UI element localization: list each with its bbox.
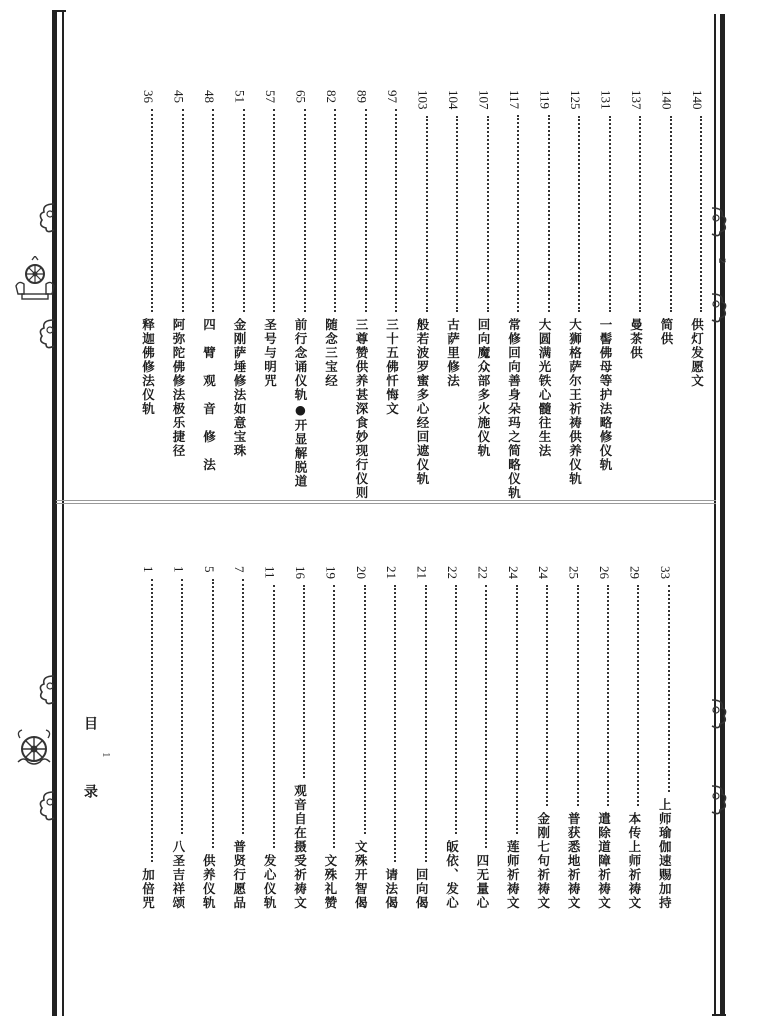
toc-entry-title[interactable]: 本传上师祈祷文	[626, 812, 642, 910]
toc-entry-title[interactable]: 释迦佛修法仪轨	[140, 318, 156, 416]
footer-page-number-right: 2	[716, 258, 728, 264]
toc-entry-page-number: 24	[505, 566, 521, 579]
toc-dot-leader	[333, 585, 335, 848]
toc-entry-page-number: 117	[507, 90, 522, 110]
toc-dot-leader	[243, 109, 245, 312]
toc-entry-page-number: 11	[262, 566, 278, 579]
frame-right-bottom-tick	[712, 1014, 726, 1016]
toc-dot-leader	[670, 116, 672, 313]
dharma-wheel-icon	[14, 728, 54, 770]
toc-dot-leader	[517, 115, 519, 312]
cloud-ornament-left-bottom	[36, 788, 60, 822]
toc-dot-leader	[242, 579, 244, 835]
toc-entry-page-number: 97	[385, 90, 400, 103]
toc-dot-leader	[151, 109, 153, 312]
toc-entry-title[interactable]: 四 臂 观 音 修 法	[201, 318, 217, 472]
toc-dot-leader	[455, 585, 457, 834]
toc-dot-leader	[637, 585, 639, 806]
toc-entry-title[interactable]: 遣除道障祈祷文	[596, 812, 612, 910]
toc-dot-leader	[273, 109, 275, 312]
frame-right-inner	[714, 14, 716, 1016]
page-title: 目 录	[82, 716, 98, 818]
toc-dot-leader	[212, 579, 214, 849]
toc-entry-page-number: 107	[476, 90, 492, 110]
toc-entry-page-number: 125	[568, 90, 583, 110]
cloud-ornament-right-mid	[706, 696, 730, 730]
toc-entry-page-number: 65	[293, 90, 309, 103]
toc-dot-leader	[607, 585, 609, 806]
toc-entry-page-number: 36	[141, 90, 156, 103]
toc-entry-title[interactable]: 一髻佛母等护法略修仪轨	[598, 318, 613, 472]
toc-entry-page-number: 7	[232, 566, 248, 573]
fold-right	[56, 503, 716, 504]
toc-entry-page-number: 1	[171, 566, 187, 573]
toc-dot-leader	[485, 585, 487, 848]
cloud-ornament-right-bottom	[706, 782, 730, 816]
toc-dot-leader	[487, 116, 489, 313]
toc-entry-page-number: 131	[598, 90, 614, 110]
toc-dot-leader	[516, 585, 518, 834]
toc-dot-leader	[546, 585, 548, 806]
toc-entry-page-number: 89	[354, 90, 370, 103]
cloud-ornament-left-mid	[36, 672, 60, 706]
fold-left	[56, 500, 716, 501]
toc-entry-title[interactable]: 简供	[659, 318, 674, 346]
toc-dot-leader	[212, 109, 214, 312]
toc-entry-title[interactable]: 三十五佛忏悔文	[384, 318, 400, 416]
toc-entry-page-number: 140	[690, 90, 705, 110]
toc-entry-title[interactable]: 大狮格萨尔王祈祷供养仪轨	[567, 318, 583, 486]
toc-dot-leader	[577, 585, 579, 806]
cloud-ornament-right-upper	[706, 290, 730, 324]
toc-dot-leader	[609, 116, 611, 313]
toc-entry-title[interactable]: 金刚萨埵修法如意宝珠	[232, 318, 247, 458]
toc-entry-page-number: 16	[293, 566, 308, 579]
toc-entry-page-number: 22	[475, 566, 491, 579]
toc-dot-leader	[181, 579, 183, 835]
toc-entry-title[interactable]: 加倍咒	[140, 868, 156, 910]
toc-dot-leader	[456, 116, 458, 313]
toc-entry-title[interactable]: 文殊开智偈	[353, 840, 369, 910]
toc-entry-page-number: 137	[629, 90, 644, 110]
toc-dot-leader	[303, 585, 305, 778]
toc-dot-leader	[668, 585, 670, 792]
frame-left-outer	[52, 10, 57, 1016]
toc-entry-title[interactable]: 供灯发愿文	[689, 318, 705, 388]
toc-entry-title[interactable]: 观音自在摄受祈祷文	[292, 784, 308, 910]
cloud-ornament-left-top	[36, 200, 60, 234]
toc-dot-leader	[182, 109, 184, 312]
frame-right-outer	[720, 14, 725, 1016]
toc-entry-page-number: 5	[201, 566, 217, 573]
toc-entry-page-number: 57	[263, 90, 278, 103]
toc-entry-title[interactable]: 莲师祈祷文	[505, 840, 521, 910]
toc-entry-title[interactable]: 四无量心	[474, 854, 490, 910]
toc-entry-page-number: 104	[446, 90, 461, 110]
toc-dot-leader	[578, 116, 580, 313]
toc-dot-leader	[639, 116, 641, 313]
cloud-ornament-left-upper	[36, 316, 60, 350]
toc-entry-title[interactable]: 普获悉地祈祷文	[566, 812, 582, 910]
toc-entry-page-number: 33	[657, 566, 673, 579]
toc-entry-page-number: 26	[597, 566, 612, 579]
toc-dot-leader	[365, 109, 367, 312]
toc-dot-leader	[548, 115, 550, 312]
toc-dot-leader	[304, 109, 306, 312]
toc-entry-title[interactable]: 古萨里修法	[445, 318, 461, 388]
toc-dot-leader	[425, 585, 427, 862]
toc-entry-title[interactable]: 随念三宝经	[323, 318, 339, 388]
toc-entry-title[interactable]: 般若波罗蜜多心经回遮仪轨	[415, 318, 430, 486]
toc-entry-page-number: 29	[627, 566, 643, 579]
toc-entry-title[interactable]: 常修回向善身朵玛之简略仪轨	[506, 318, 522, 500]
toc-entry-title[interactable]: 曼茶供	[628, 318, 644, 360]
toc-dot-leader	[426, 116, 428, 313]
footer-page-number-left: 1	[100, 752, 112, 758]
toc-entry-title[interactable]: 金刚七句祈祷文	[535, 812, 551, 910]
toc-dot-leader	[151, 579, 153, 863]
toc-entry-title[interactable]: 前行念诵仪轨●开显解脱道	[293, 318, 308, 489]
dharma-wheel-with-deer-icon	[12, 256, 58, 302]
toc-entry-page-number: 119	[537, 90, 553, 110]
toc-entry-page-number: 140	[659, 90, 675, 110]
toc-dot-leader	[273, 585, 275, 848]
toc-entry-page-number: 25	[566, 566, 582, 579]
frame-left-top-tick	[52, 10, 66, 12]
toc-entry-page-number: 21	[384, 566, 400, 579]
toc-entry-page-number: 82	[324, 90, 339, 103]
toc-entry-title[interactable]: 八圣吉祥颂	[170, 840, 186, 910]
cloud-ornament-right-top	[706, 204, 730, 238]
toc-entry-title[interactable]: 回向偈	[414, 868, 430, 910]
toc-entry-title[interactable]: 供养仪轨	[201, 854, 217, 910]
toc-dot-leader	[334, 109, 336, 312]
toc-entry-page-number: 20	[353, 566, 369, 579]
toc-entry-title[interactable]: 文殊礼赞	[322, 854, 338, 910]
toc-entry-title[interactable]: 上师瑜伽速赐加持	[657, 798, 673, 910]
toc-entry-page-number: 1	[141, 566, 156, 573]
toc-dot-leader	[395, 109, 397, 312]
toc-entry-title[interactable]: 回向魔众部多火施仪轨	[476, 318, 491, 458]
toc-entry-page-number: 24	[536, 566, 552, 579]
toc-entry-page-number: 103	[415, 90, 431, 110]
toc-entry-page-number: 21	[414, 566, 430, 579]
toc-dot-leader	[364, 585, 366, 834]
toc-entry-title[interactable]: 阿弥陀佛修法极乐捷径	[171, 318, 186, 458]
toc-dot-leader	[394, 585, 396, 862]
toc-entry-page-number: 45	[171, 90, 187, 103]
toc-dot-leader	[700, 116, 702, 313]
toc-entry-title[interactable]: 三尊赞供养甚深食妙现行仪则	[354, 318, 369, 500]
toc-entry-title[interactable]: 圣号与明咒	[262, 318, 278, 388]
toc-entry-title[interactable]: 请法偈	[383, 868, 399, 910]
toc-entry-title[interactable]: 发心仪轨	[262, 854, 278, 910]
toc-entry-page-number: 19	[323, 566, 339, 579]
toc-entry-title[interactable]: 大圆满光铁心髓往生法	[537, 318, 552, 458]
toc-entry-page-number: 51	[232, 90, 248, 103]
toc-entry-page-number: 22	[445, 566, 460, 579]
frame-left-inner	[62, 10, 64, 1016]
toc-entry-title[interactable]: 皈依、发心	[444, 840, 460, 910]
toc-entry-title[interactable]: 普贤行愿品	[231, 840, 247, 910]
toc-entry-page-number: 48	[202, 90, 217, 103]
